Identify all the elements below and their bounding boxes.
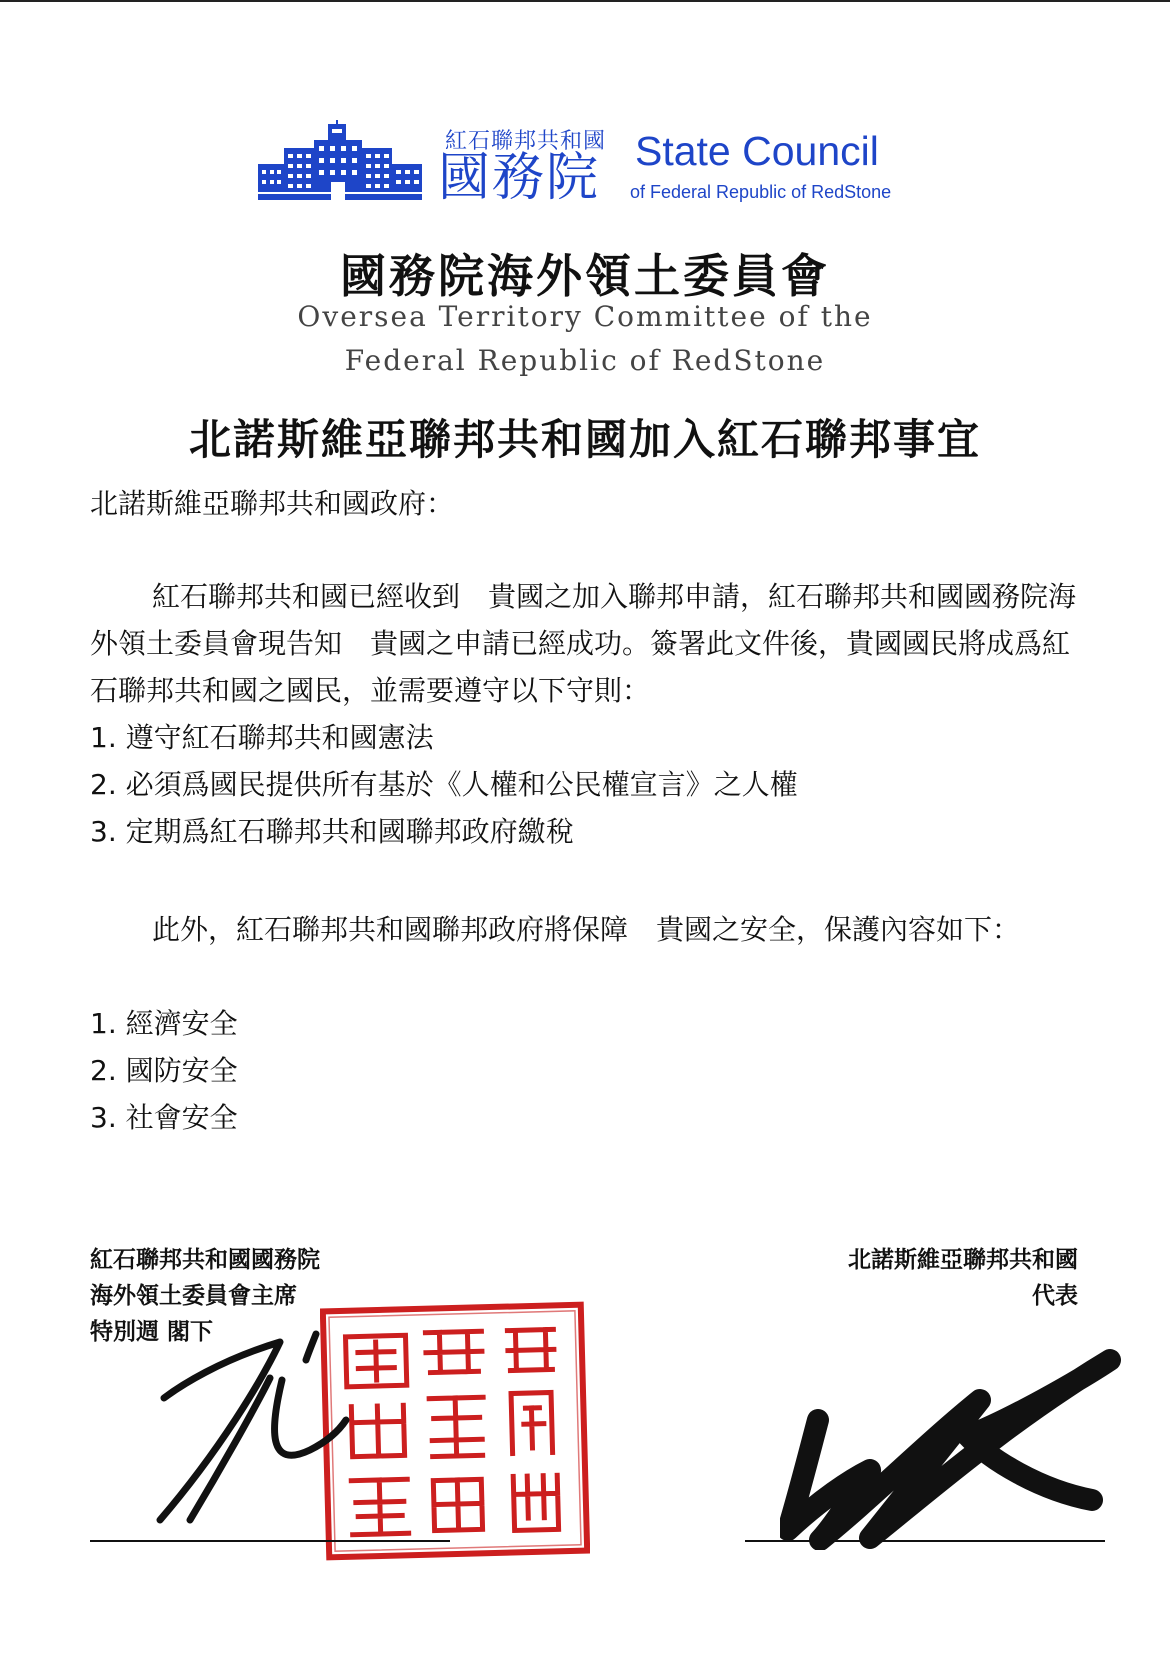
list-item: 1. 經濟安全 xyxy=(90,1007,238,1040)
committee-name-cn: 國務院海外領土委員會 xyxy=(340,249,830,303)
state-council-logo xyxy=(258,118,908,213)
list-item: 3. 社會安全 xyxy=(90,1101,238,1134)
signature-right xyxy=(780,1340,1135,1550)
signature-line-right xyxy=(745,1540,1105,1542)
addressee: 北諾斯維亞聯邦共和國政府： xyxy=(90,487,455,520)
logo-state-council-en: State Council xyxy=(635,128,879,174)
paragraph-1-text: 紅石聯邦共和國已經收到 貴國之加入聯邦申請，紅石聯邦共和國國務院海外領土委員會現告知 貴國之申請已經成功。簽署此文件後，貴國國民將成爲紅石聯邦共和國之國民，並需要遵守以下守則： xyxy=(90,580,1077,707)
government-building-icon xyxy=(258,120,423,202)
list-item: 1. 遵守紅石聯邦共和國憲法 xyxy=(90,721,434,754)
paragraph-1 xyxy=(90,573,1080,714)
top-border xyxy=(0,0,1170,2)
document-title: 北諾斯維亞聯邦共和國加入紅石聯邦事宜 xyxy=(188,415,981,464)
signatory-right-line1: 北諾斯維亞聯邦共和國 xyxy=(848,1246,1078,1273)
logo-country-name: 紅石聯邦共和國 xyxy=(445,129,607,154)
signature-line-left xyxy=(90,1540,450,1542)
list-item: 3. 定期爲紅石聯邦共和國聯邦政府繳稅 xyxy=(90,815,574,848)
signatory-right xyxy=(848,1242,1078,1314)
committee-name-en-line2: Federal Republic of RedStone xyxy=(344,344,826,377)
paragraph-2-text: 此外，紅石聯邦共和國聯邦政府將保障 貴國之安全，保護內容如下： xyxy=(152,913,1021,946)
list-item: 2. 國防安全 xyxy=(90,1054,238,1087)
signatory-left-line2: 海外領土委員會主席 xyxy=(90,1282,297,1309)
paragraph-2 xyxy=(90,906,1080,953)
logo-state-council-cn: 國務院 xyxy=(438,148,601,208)
committee-name-en-line1: Oversea Territory Committee of the xyxy=(297,300,873,333)
signatory-left-line3: 特別週 閣下 xyxy=(90,1318,214,1345)
rules-list xyxy=(90,714,1080,855)
signature-left xyxy=(150,1320,370,1535)
protections-list xyxy=(90,1000,1080,1141)
list-item: 2. 必須爲國民提供所有基於《人權和公民權宣言》之人權 xyxy=(90,768,798,801)
signatory-left-line1: 紅石聯邦共和國國務院 xyxy=(90,1246,320,1273)
signatory-right-line2: 代表 xyxy=(1032,1282,1078,1309)
logo-republic-en: of Federal Republic of RedStone xyxy=(630,182,892,202)
